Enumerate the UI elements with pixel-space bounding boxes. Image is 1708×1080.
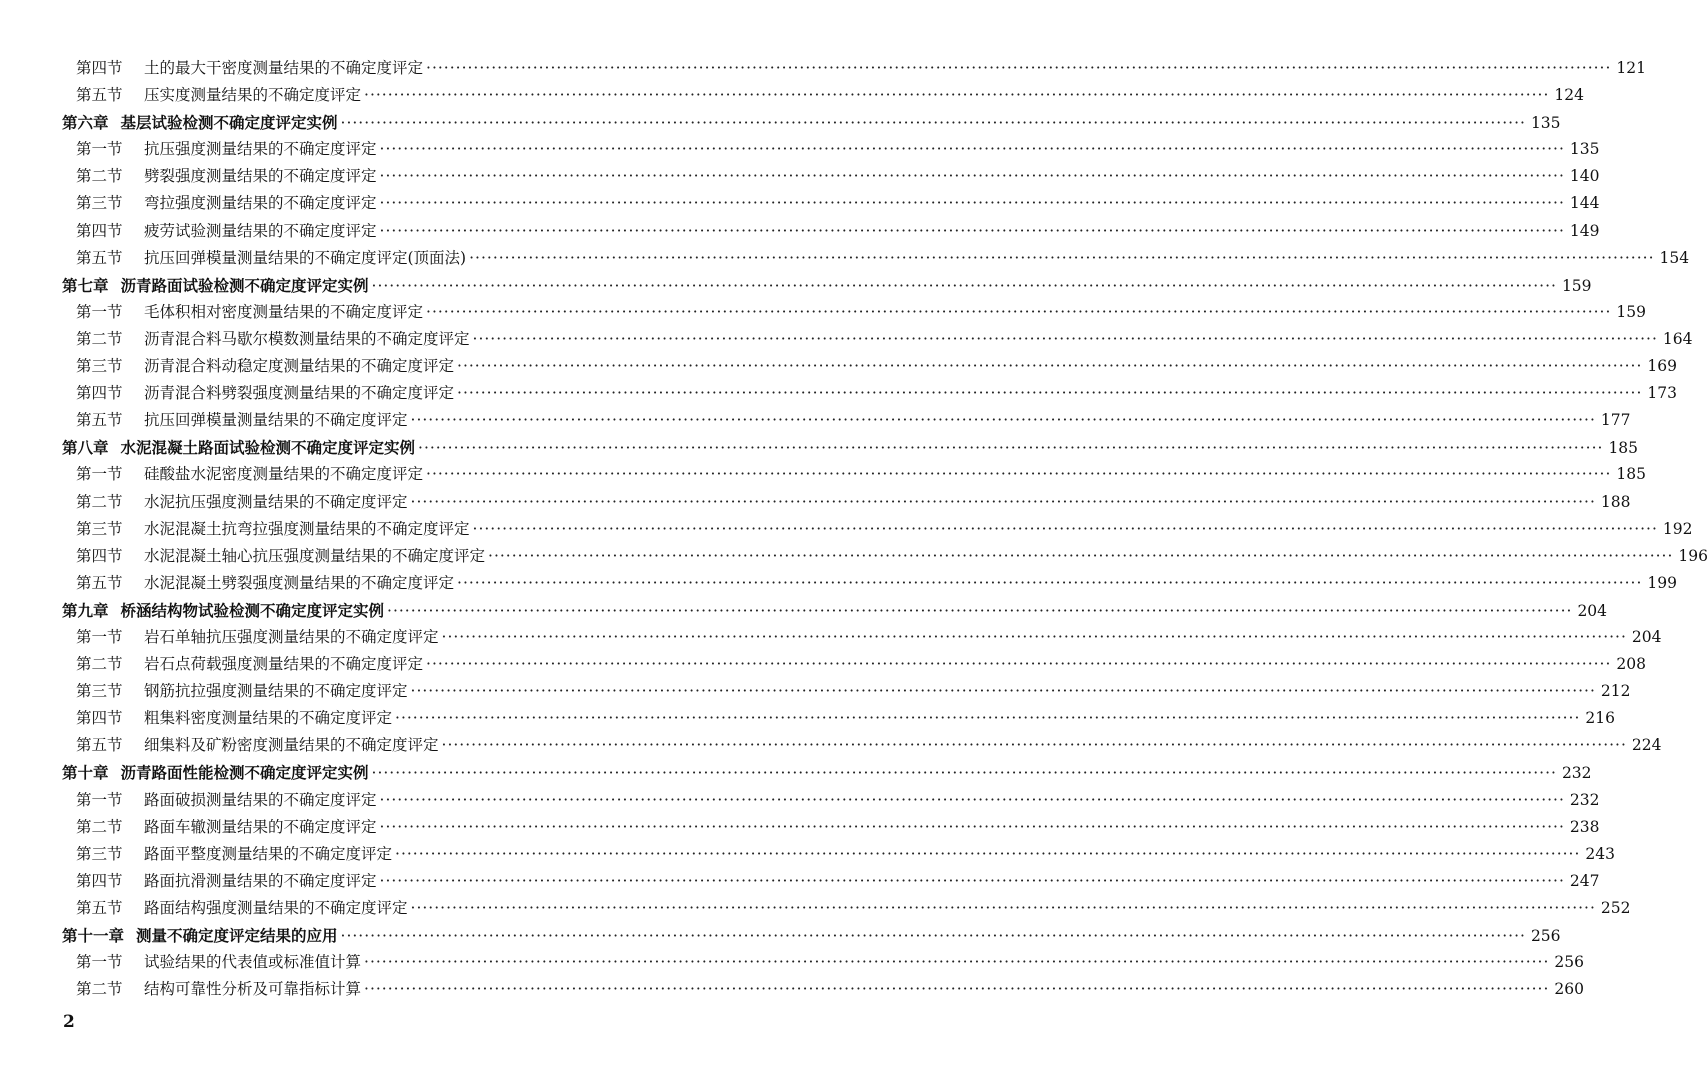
dot-leader: ········································································································································································································	[410, 411, 1596, 430]
toc-entry-title: 岩石单轴抗压强度测量结果的不确定度评定	[144, 627, 439, 646]
toc-entry-number: 第五节	[76, 736, 123, 755]
toc-entry-number: 第四节	[76, 871, 123, 890]
dot-leader: ········································································································································································································	[395, 709, 1581, 728]
toc-section-row	[62, 678, 1631, 705]
toc-entry-number: 第一节	[76, 465, 123, 484]
toc-section-row	[62, 868, 1600, 895]
dot-leader: ········································································································································································································	[387, 601, 1573, 620]
dot-leader: ········································································································································································································	[371, 276, 1557, 295]
dot-leader: ········································································································································································································	[379, 817, 1565, 836]
toc-entry-number: 第十章	[62, 763, 109, 783]
dot-leader: ········································································································································································································	[469, 248, 1655, 267]
toc-section-row	[62, 461, 1647, 488]
toc-entry-page: 256	[1554, 953, 1585, 972]
toc-entry-number: 第九章	[62, 600, 109, 620]
toc-entry-number: 第四节	[76, 59, 123, 77]
toc-entry-title: 结构可靠性分析及可靠指标计算	[144, 980, 362, 999]
toc-entry-title: 细集料及矿粉密度测量结果的不确定度评定	[144, 736, 439, 755]
toc-entry-title: 毛体积相对密度测量结果的不确定度评定	[144, 302, 424, 321]
dot-leader: ········································································································································································································	[426, 302, 1612, 321]
toc-entry-page: 204	[1577, 601, 1608, 620]
toc-entry-title: 水泥混凝土轴心抗压强度测量结果的不确定度评定	[144, 546, 486, 565]
dot-leader: ········································································································································································································	[364, 980, 1550, 999]
toc-entry-title: 路面结构强度测量结果的不确定度评定	[144, 898, 408, 917]
toc-section-row	[62, 895, 1631, 922]
toc-entry-number: 第三节	[76, 357, 123, 376]
toc-entry-title: 岩石点荷载强度测量结果的不确定度评定	[144, 655, 424, 674]
toc-entry-page: 232	[1569, 790, 1600, 809]
dot-leader: ········································································································································································································	[379, 790, 1565, 809]
toc-entry-page: 164	[1662, 329, 1693, 348]
toc-entry-page: 149	[1569, 221, 1600, 240]
toc-entry-page: 159	[1561, 276, 1592, 295]
toc-entry-title: 钢筋抗拉强度测量结果的不确定度评定	[144, 682, 408, 701]
dot-leader: ········································································································································································································	[395, 844, 1581, 863]
dot-leader: ········································································································································································································	[410, 682, 1596, 701]
dot-leader: ········································································································································································································	[426, 655, 1612, 674]
dot-leader: ········································································································································································································	[340, 927, 1526, 945]
toc-entry-number: 第三节	[76, 194, 123, 213]
dot-leader: ········································································································································································································	[441, 736, 1627, 755]
page-number: 2	[63, 1012, 75, 1032]
toc-section-row	[62, 543, 1708, 570]
toc-entry-page: 212	[1600, 682, 1631, 701]
toc-entry-page: 135	[1569, 140, 1600, 159]
toc-entry-title: 基层试验检测不确定度评定实例	[120, 113, 338, 133]
toc-chapter-row	[62, 922, 1561, 949]
toc-entry-page: 188	[1600, 492, 1631, 511]
dot-leader: ········································································································································································································	[410, 492, 1596, 511]
toc-entry-number: 第二节	[76, 655, 123, 674]
dot-leader: ········································································································································································································	[472, 329, 1658, 348]
toc-entry-page: 208	[1616, 655, 1647, 674]
dot-leader: ········································································································································································································	[364, 86, 1550, 105]
toc-entry-page: 185	[1616, 465, 1647, 484]
toc-entry-title: 路面平整度测量结果的不确定度评定	[144, 844, 393, 863]
toc-entry-title: 桥涵结构物试验检测不确定度评定实例	[120, 600, 385, 620]
toc-entry-page: 140	[1569, 167, 1600, 186]
toc-entry-page: 159	[1616, 302, 1647, 321]
toc-entry-title: 抗压回弹模量测量结果的不确定度评定	[144, 411, 408, 430]
toc-entry-number: 第五节	[76, 248, 123, 267]
toc-chapter-row	[62, 759, 1592, 786]
dot-leader: ········································································································································································································	[379, 194, 1565, 213]
toc-section-row	[62, 218, 1600, 245]
toc-entry-number: 第三节	[76, 844, 123, 863]
toc-section-row	[62, 82, 1585, 109]
toc-entry-number: 第五节	[76, 898, 123, 917]
toc-section-row	[62, 55, 1647, 82]
toc-entry-page: 256	[1530, 927, 1561, 945]
toc-section-row	[62, 353, 1678, 380]
toc-entry-page: 196	[1678, 546, 1708, 565]
toc-entry-title: 水泥混凝土路面试验检测不确定度评定实例	[120, 438, 416, 458]
toc-entry-page: 144	[1569, 194, 1600, 213]
toc-section-row	[62, 245, 1690, 272]
toc-entry-page: 192	[1662, 519, 1693, 538]
toc-entry-title: 沥青混合料劈裂强度测量结果的不确定度评定	[144, 384, 455, 403]
toc-entry-page: 232	[1561, 764, 1592, 783]
dot-leader: ········································································································································································································	[457, 384, 1643, 403]
toc-section-row	[62, 732, 1662, 759]
toc-section-row	[62, 489, 1631, 516]
toc-entry-title: 测量不确定度评定结果的应用	[136, 926, 338, 945]
toc-section-row	[62, 407, 1631, 434]
dot-leader: ········································································································································································································	[379, 871, 1565, 890]
toc-entry-number: 第二节	[76, 817, 123, 836]
dot-leader: ········································································································································································································	[441, 627, 1627, 646]
toc-entry-number: 第一节	[76, 953, 123, 972]
dot-leader: ········································································································································································································	[426, 465, 1612, 484]
toc-section-row	[62, 380, 1678, 407]
toc-section-row	[62, 516, 1693, 543]
toc-entry-page: 243	[1585, 844, 1616, 863]
toc-entry-page: 177	[1600, 411, 1631, 430]
toc-entry-page: 247	[1569, 871, 1600, 890]
toc-entry-page: 260	[1554, 980, 1585, 999]
dot-leader: ········································································································································································································	[410, 898, 1596, 917]
dot-leader: ········································································································································································································	[371, 764, 1557, 783]
toc-entry-page: 135	[1530, 114, 1561, 133]
dot-leader: ········································································································································································································	[379, 140, 1565, 159]
toc-entry-page: 124	[1554, 86, 1585, 105]
toc-entry-page: 199	[1647, 573, 1678, 592]
toc-entry-title: 试验结果的代表值或标准值计算	[144, 953, 362, 972]
toc-entry-number: 第七章	[62, 275, 109, 295]
toc-entry-page: 252	[1600, 898, 1631, 917]
toc-section-row	[62, 190, 1600, 217]
toc-section-row	[62, 651, 1647, 678]
toc-entry-page: 238	[1569, 817, 1600, 836]
toc-entry-title: 劈裂强度测量结果的不确定度评定	[144, 167, 377, 186]
toc-section-row	[62, 976, 1585, 1003]
toc-section-row	[62, 949, 1585, 976]
toc-entry-title: 水泥抗压强度测量结果的不确定度评定	[144, 492, 408, 511]
toc-chapter-row	[62, 597, 1608, 624]
toc-entry-page: 204	[1631, 627, 1662, 646]
toc-entry-page: 224	[1631, 736, 1662, 755]
toc-entry-number: 第一节	[76, 302, 123, 321]
toc-entry-title: 路面破损测量结果的不确定度评定	[144, 790, 377, 809]
dot-leader: ········································································································································································································	[488, 546, 1674, 565]
toc-section-row	[62, 570, 1678, 597]
toc-entry-number: 第五节	[76, 411, 123, 430]
toc-entry-title: 粗集料密度测量结果的不确定度评定	[144, 709, 393, 728]
dot-leader: ········································································································································································································	[418, 439, 1604, 458]
dot-leader: ········································································································································································································	[340, 114, 1526, 133]
toc-chapter-row	[62, 434, 1639, 461]
toc-entry-number: 第二节	[76, 329, 123, 348]
toc-entry-page: 216	[1585, 709, 1616, 728]
toc-entry-title: 沥青路面试验检测不确定度评定实例	[120, 275, 369, 295]
toc-entry-page: 185	[1608, 439, 1639, 458]
toc-section-row	[62, 163, 1600, 190]
toc-entry-number: 第五节	[76, 573, 123, 592]
dot-leader: ········································································································································································································	[364, 953, 1550, 972]
toc-entry-title: 沥青路面性能检测不确定度评定实例	[120, 763, 369, 783]
toc-entry-number: 第五节	[76, 86, 123, 105]
dot-leader: ········································································································································································································	[472, 519, 1658, 538]
toc-section-row	[62, 814, 1600, 841]
toc-entry-title: 水泥混凝土劈裂强度测量结果的不确定度评定	[144, 573, 455, 592]
toc-entry-title: 路面车辙测量结果的不确定度评定	[144, 817, 377, 836]
table-of-contents	[62, 55, 1708, 1003]
toc-entry-number: 第六章	[62, 113, 109, 133]
toc-entry-number: 第四节	[76, 546, 123, 565]
toc-entry-number: 第十一章	[62, 926, 125, 945]
toc-entry-number: 第二节	[76, 980, 123, 999]
toc-section-row	[62, 841, 1616, 868]
toc-entry-title: 抗压强度测量结果的不确定度评定	[144, 140, 377, 159]
toc-entry-page: 121	[1616, 59, 1647, 77]
toc-entry-title: 沥青混合料动稳定度测量结果的不确定度评定	[144, 357, 455, 376]
toc-entry-number: 第一节	[76, 790, 123, 809]
dot-leader: ········································································································································································································	[379, 221, 1565, 240]
toc-entry-title: 路面抗滑测量结果的不确定度评定	[144, 871, 377, 890]
toc-entry-title: 疲劳试验测量结果的不确定度评定	[144, 221, 377, 240]
toc-chapter-row	[62, 109, 1561, 136]
toc-entry-number: 第三节	[76, 519, 123, 538]
dot-leader: ········································································································································································································	[457, 357, 1643, 376]
dot-leader: ········································································································································································································	[457, 573, 1643, 592]
toc-section-row	[62, 624, 1662, 651]
toc-entry-number: 第一节	[76, 140, 123, 159]
toc-entry-title: 硅酸盐水泥密度测量结果的不确定度评定	[144, 465, 424, 484]
toc-entry-title: 沥青混合料马歇尔模数测量结果的不确定度评定	[144, 329, 470, 348]
toc-entry-page: 169	[1647, 357, 1678, 376]
toc-entry-number: 第四节	[76, 221, 123, 240]
toc-section-row	[62, 136, 1600, 163]
toc-section-row	[62, 326, 1693, 353]
toc-entry-number: 第二节	[76, 492, 123, 511]
toc-entry-number: 第四节	[76, 709, 123, 728]
toc-entry-page: 154	[1659, 248, 1690, 267]
toc-entry-title: 抗压回弹模量测量结果的不确定度评定(顶面法)	[144, 248, 467, 267]
toc-entry-number: 第八章	[62, 438, 109, 458]
toc-entry-title: 压实度测量结果的不确定度评定	[144, 86, 362, 105]
toc-entry-title: 水泥混凝土抗弯拉强度测量结果的不确定度评定	[144, 519, 470, 538]
dot-leader: ········································································································································································································	[426, 59, 1612, 77]
dot-leader: ········································································································································································································	[379, 167, 1565, 186]
toc-entry-number: 第四节	[76, 384, 123, 403]
toc-section-row	[62, 787, 1600, 814]
toc-section-row	[62, 705, 1616, 732]
toc-entry-title: 土的最大干密度测量结果的不确定度评定	[144, 59, 424, 77]
toc-entry-title: 弯拉强度测量结果的不确定度评定	[144, 194, 377, 213]
toc-chapter-row	[62, 272, 1592, 299]
toc-entry-number: 第一节	[76, 627, 123, 646]
toc-entry-number: 第二节	[76, 167, 123, 186]
toc-entry-page: 173	[1647, 384, 1678, 403]
toc-entry-number: 第三节	[76, 682, 123, 701]
toc-section-row	[62, 299, 1647, 326]
